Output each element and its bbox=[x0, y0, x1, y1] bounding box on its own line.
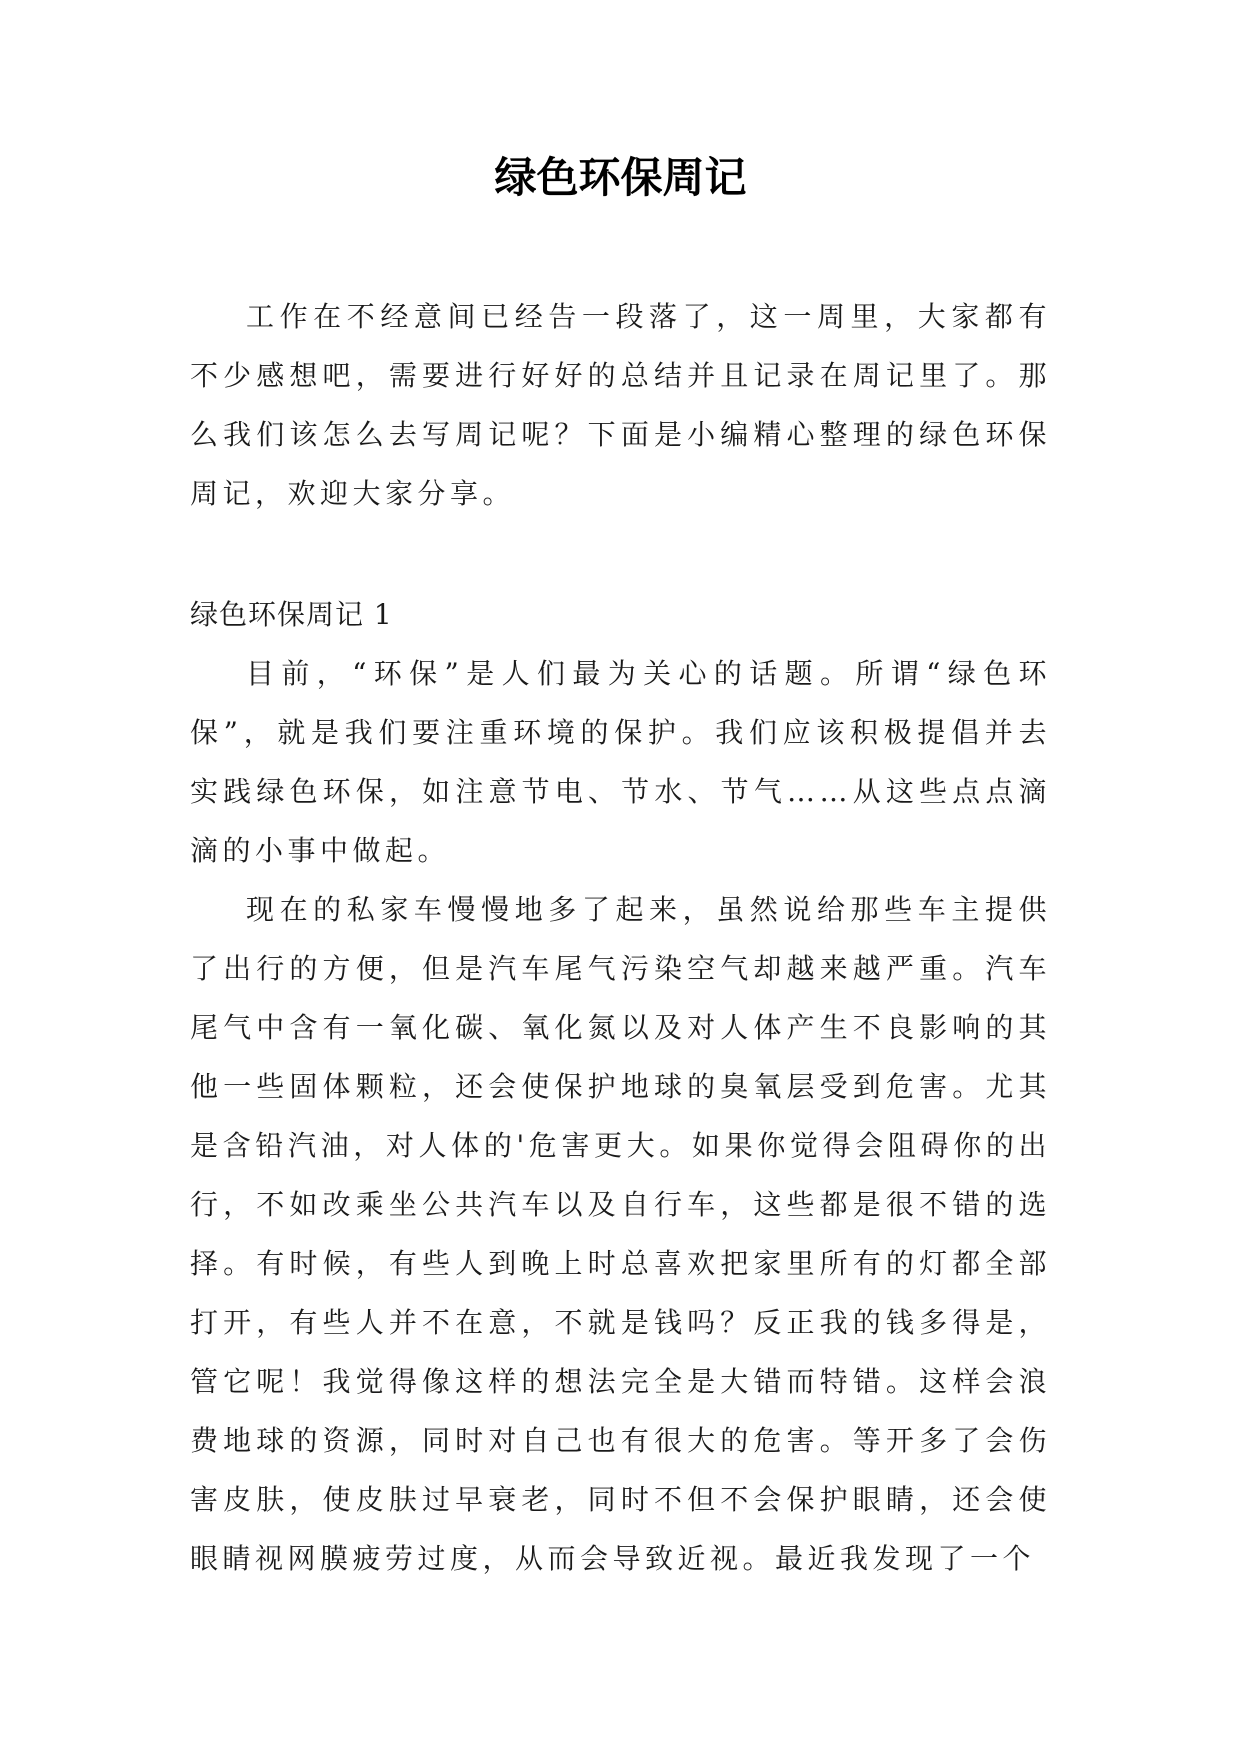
document-title: 绿色环保周记 bbox=[494, 153, 747, 202]
body-paragraph-2: 现在的私家车慢慢地多了起来，虽然说给那些车主提供了出行的方便，但是汽车尾气污染空气却越来越严重。汽车尾气中含有一氧化碳、氧化氮以及对人体产生不良影响的其他一些固体颗粒，还会使保护地球的臭氧层受到危害。尤其是含铅汽油，对人体的'危害更大。如果你觉得会阻碍你的出行，不如改乘坐公共汽车以及自行车，这些都是很不错的选择。有时候，有些人到晚上时总喜欢把家里所有的灯都全部打开，有些人并不在意，不就是钱吗？反正我的钱多得是，管它呢！我觉得像这样的想法完全是大错而特错。这样会浪费地球的资源，同时对自己也有很大的危害。等开多了会伤害皮肤，使皮肤过早衰老，同时不但不会保护眼睛，还会使眼睛视网膜疲劳过度，从而会导致近视。最近我发现了一个 bbox=[190, 893, 1051, 1575]
section-heading: 绿色环保周记 1 bbox=[190, 598, 393, 631]
intro-paragraph: 工作在不经意间已经告一段落了，这一周里，大家都有不少感想吧，需要进行好好的总结并且记录在周记里了。那么我们该怎么去写周记呢？下面是小编精心整理的绿色环保周记，欢迎大家分享。 bbox=[190, 300, 1051, 510]
body-paragraph-1: 目前，“环保”是人们最为关心的话题。所谓“绿色环保”，就是我们要注重环境的保护。我们应该积极提倡并去实践绿色环保，如注意节电、节水、节气……从这些点点滴滴的小事中做起。 bbox=[190, 657, 1051, 867]
document-body bbox=[190, 287, 1051, 1588]
